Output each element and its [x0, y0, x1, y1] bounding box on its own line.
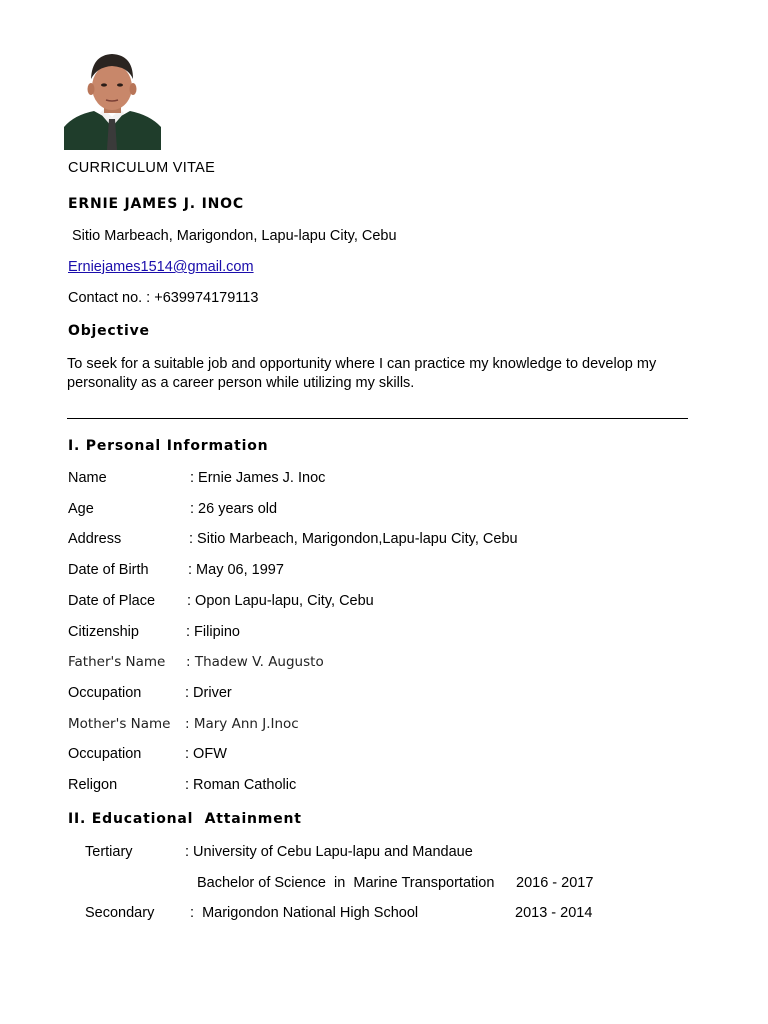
secondary-years: 2013 - 2014 — [515, 905, 593, 921]
email-link[interactable]: Erniejames1514@gmail.com — [68, 259, 254, 275]
tertiary-label: Tertiary — [85, 844, 133, 860]
contact-number: +639974179113 — [154, 290, 259, 306]
personal-info-heading: I. Personal Information — [68, 438, 269, 454]
label-religion: Religon — [68, 777, 118, 793]
value-date-of-place: : Opon Lapu-lapu, City, Cebu — [187, 593, 374, 609]
contact-label: Contact no. : — [68, 290, 151, 306]
tertiary-course: Bachelor of Science in Marine Transportation — [197, 875, 495, 891]
secondary-school: : Marigondon National High School — [190, 905, 419, 921]
label-citizenship: Citizenship — [68, 624, 139, 640]
portrait-image — [64, 49, 161, 150]
label-mothers-name: Mother's Name — [68, 716, 171, 732]
applicant-name: ERNIE JAMES J. INOC — [68, 196, 244, 212]
value-mothers-name: : Mary Ann J.Inoc — [185, 716, 299, 732]
label-age: Age — [68, 501, 94, 517]
label-name: Name — [68, 470, 107, 486]
section-divider — [67, 418, 688, 419]
label-date-of-place: Date of Place — [68, 593, 156, 609]
document-title: CURRICULUM VITAE — [68, 160, 216, 176]
label-father-occupation: Occupation — [68, 685, 142, 701]
profile-photo — [64, 49, 161, 150]
address-line: Sitio Marbeach, Marigondon, Lapu-lapu City, Cebu — [72, 228, 397, 244]
value-date-of-birth: : May 06, 1997 — [188, 562, 284, 578]
education-heading: II. Educational Attainment — [68, 811, 302, 827]
label-fathers-name: Father's Name — [68, 654, 166, 670]
value-address: : Sitio Marbeach, Marigondon,Lapu-lapu City, Cebu — [189, 531, 518, 547]
value-father-occupation: : Driver — [185, 685, 232, 701]
objective-text: To seek for a suitable job and opportunity where I can practice my knowledge to develop my personality as a career person while utilizing my skills. — [67, 356, 657, 391]
value-citizenship: : Filipino — [186, 624, 240, 640]
contact-line — [68, 289, 258, 307]
value-fathers-name: : Thadew V. Augusto — [186, 654, 324, 670]
label-address: Address — [68, 531, 122, 547]
value-age: : 26 years old — [190, 501, 278, 517]
value-name: : Ernie James J. Inoc — [190, 470, 326, 486]
tertiary-school: : University of Cebu Lapu-lapu and Mandaue — [185, 844, 473, 860]
value-mother-occupation: : OFW — [185, 746, 227, 762]
value-religion: : Roman Catholic — [185, 777, 297, 793]
objective-heading: Objective — [68, 323, 150, 339]
label-mother-occupation: Occupation — [68, 746, 142, 762]
tertiary-years: 2016 - 2017 — [516, 875, 594, 891]
label-date-of-birth: Date of Birth — [68, 562, 149, 578]
secondary-label: Secondary — [85, 905, 155, 921]
